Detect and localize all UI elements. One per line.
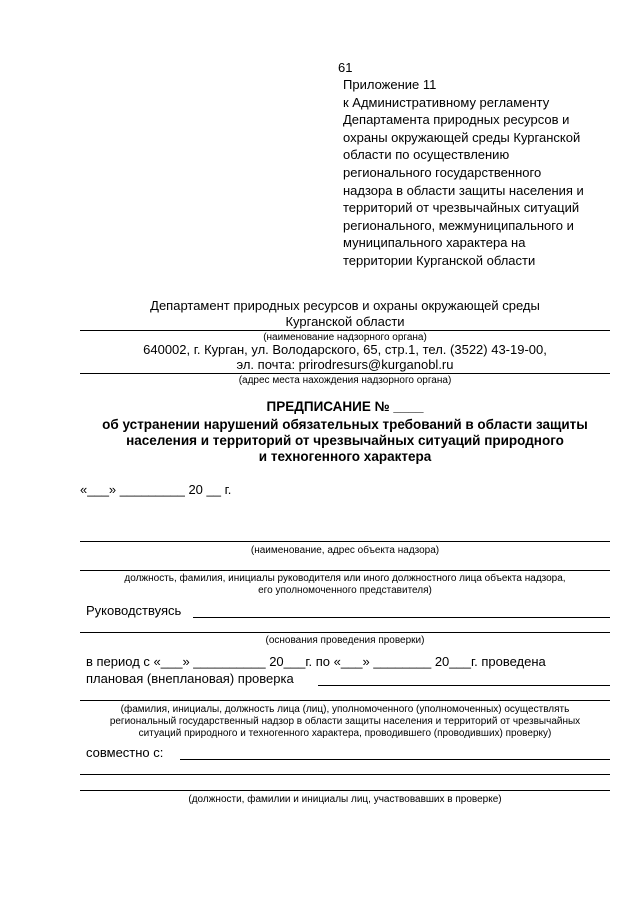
object-caption: (наименование, адрес объекта надзора) [250,545,440,556]
authority-name-line2: Курганской области [285,314,405,329]
document-subtitle-line3: и техногенного характера [258,449,432,464]
appendix-line: территории Курганской области [343,252,536,268]
authority-name-caption: (наименование надзорного органа) [263,332,427,343]
authority-name-line1: Департамент природных ресурсов и охраны окружающей среды [150,298,540,313]
object-head-caption-line2: его уполномоченного представителя) [258,585,432,596]
page-number: 61 [338,60,353,75]
document-subtitle-line2: населения и территорий от чрезвычайных ситуаций природного [126,433,564,448]
period-line1: в период с «___» __________ 20___г. по «___» ________ 20___г. проведена [86,654,546,669]
document-subtitle-line1: об устранении нарушений обязательных требований в области защиты [102,417,588,432]
joint-label: совместно с: [86,745,164,760]
period-caption-line1: (фамилия, инициалы, должность лица (лиц), уполномоченного (уполномоченных) осуществлять [120,704,570,715]
period-caption-line2: региональный государственный надзор в области защиты населения и территорий от чрезвычайных [109,716,581,727]
authority-address-caption: (адрес места нахождения надзорного органа) [238,375,452,386]
basis-field-line [193,617,610,618]
joint-caption: (должности, фамилии и инициалы лиц, участвовавших в проверке) [188,794,502,805]
joint-field-line2 [80,774,610,775]
authority-address-underline [80,373,610,374]
appendix-line: муниципального характера на [343,235,526,251]
appendix-line: регионального, межмуниципального и [343,217,574,233]
joint-field-line3 [80,790,610,791]
authority-address-line1: 640002, г. Курган, ул. Володарского, 65, стр.1, тел. (3522) 43-19-00, [143,342,547,357]
basis-field-line2 [80,632,610,633]
inspector-field-line2 [80,700,610,701]
appendix-line: надзора в области защиты населения и [343,182,584,198]
appendix-line: территорий от чрезвычайных ситуаций [343,200,580,216]
appendix-line: Приложение 11 [343,77,437,92]
appendix-line: области по осуществлению [343,147,510,163]
basis-label: Руководствуясь [86,603,182,618]
period-caption-line3: ситуаций природного и техногенного характера, проводившего (проводивших) проверку) [138,728,552,739]
inspector-field-line [318,685,610,686]
joint-field-line1 [180,759,610,760]
document-title: ПРЕДПИСАНИЕ № ____ [266,399,424,414]
authority-address-line2: эл. почта: prirodresurs@kurganobl.ru [236,357,454,372]
object-name-line [80,541,610,542]
appendix-block [343,76,633,270]
appendix-line: к Административному регламенту [343,94,550,110]
date-field: «___» _________ 20 __ г. [80,482,232,497]
basis-caption: (основания проведения проверки) [265,635,425,646]
object-head-caption-line1: должность, фамилия, инициалы руководителя или иного должностного лица объекта надзора, [124,573,566,584]
period-line2: плановая (внеплановая) проверка [86,671,294,686]
appendix-line: регионального государственного [343,164,542,180]
appendix-line: охраны окружающей среды Курганской [343,129,581,145]
appendix-line: Департамента природных ресурсов и [343,112,570,128]
object-head-line [80,570,610,571]
authority-name-underline [80,330,610,331]
